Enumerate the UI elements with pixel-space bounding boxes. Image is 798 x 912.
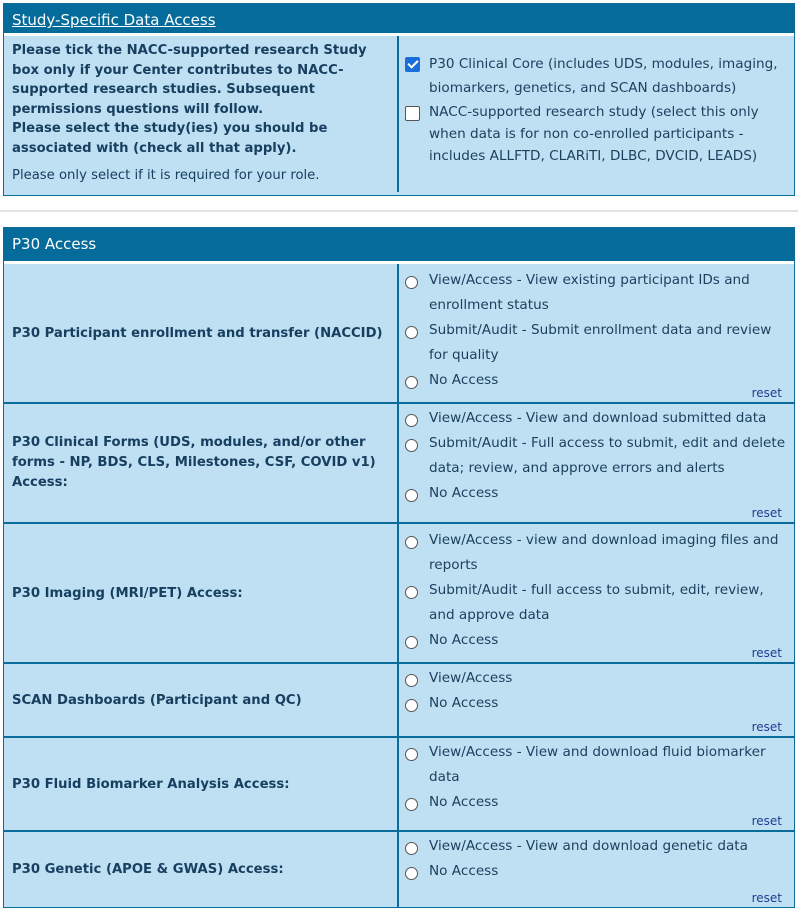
radio-button[interactable]	[405, 376, 418, 389]
row-label: P30 Participant enrollment and transfer (NACCID)	[4, 264, 399, 402]
study-access-panel	[3, 3, 795, 196]
row-options	[399, 404, 794, 522]
study-row	[4, 36, 794, 192]
option-no-access[interactable]	[405, 691, 788, 716]
option-no-access[interactable]	[405, 481, 788, 506]
radio-button[interactable]	[405, 276, 418, 289]
row-label: P30 Fluid Biomarker Analysis Access:	[4, 738, 399, 830]
radio-button[interactable]	[405, 748, 418, 761]
study-option-p30[interactable]	[405, 52, 788, 100]
option-label: View/Access - View and download fluid biomarker data	[429, 744, 766, 785]
option-view-access[interactable]	[405, 528, 788, 578]
row-label: P30 Clinical Forms (UDS, modules, and/or other forms - NP, BDS, CLS, Milestones, CSF, COVID v1) Access:	[4, 404, 399, 522]
option-label: View/Access - View and download submitted data	[429, 410, 767, 426]
option-label: No Access	[429, 794, 499, 810]
row-options	[399, 524, 794, 662]
access-row-genetic	[4, 832, 794, 907]
option-no-access[interactable]	[405, 859, 788, 884]
option-label: No Access	[429, 695, 499, 711]
option-view-access[interactable]	[405, 740, 788, 790]
option-label: View/Access	[429, 670, 513, 686]
option-label: No Access	[429, 372, 499, 388]
p30-access-panel	[3, 227, 795, 908]
row-options	[399, 664, 794, 736]
access-row-scan-dashboards	[4, 664, 794, 738]
nacc-research-study-checkbox[interactable]	[405, 106, 420, 121]
option-submit-audit[interactable]	[405, 318, 788, 368]
option-label: No Access	[429, 632, 499, 648]
option-label: No Access	[429, 485, 499, 501]
row-options	[399, 832, 794, 907]
option-view-access[interactable]	[405, 834, 788, 859]
study-option-label: P30 Clinical Core (includes UDS, modules, imaging, biomarkers, genetics, and SCAN dashboards)	[429, 56, 778, 96]
option-label: No Access	[429, 863, 499, 879]
p30-access-title: P30 Access	[4, 228, 794, 264]
option-no-access[interactable]	[405, 628, 788, 653]
row-options	[399, 738, 794, 830]
study-note: Please only select if it is required for your role.	[12, 168, 320, 183]
access-row-enrollment	[4, 264, 794, 404]
radio-button[interactable]	[405, 842, 418, 855]
option-label: Submit/Audit - Submit enrollment data and review for quality	[429, 322, 772, 363]
reset-link[interactable]: reset	[751, 646, 782, 660]
reset-link[interactable]: reset	[751, 386, 782, 400]
access-row-fluid-biomarker	[4, 738, 794, 832]
option-label: Submit/Audit - full access to submit, edit, review, and approve data	[429, 582, 764, 623]
option-label: View/Access - View and download genetic data	[429, 838, 748, 854]
reset-link[interactable]: reset	[751, 720, 782, 734]
radio-button[interactable]	[405, 586, 418, 599]
option-no-access[interactable]	[405, 368, 788, 393]
study-instructions-2: Please select the study(ies) you should be associated with (check all that apply).	[12, 121, 328, 156]
radio-button[interactable]	[405, 536, 418, 549]
study-instructions	[4, 36, 399, 192]
reset-link[interactable]: reset	[751, 814, 782, 828]
radio-button[interactable]	[405, 326, 418, 339]
study-option-label: NACC-supported research study (select this only when data is for non co-enrolled participants - includes ALLFTD, CLARiTI, DLBC, DVCID, LEADS)	[429, 104, 759, 164]
radio-button[interactable]	[405, 636, 418, 649]
section-divider	[0, 210, 798, 212]
option-label: View/Access - View existing participant IDs and enrollment status	[429, 272, 750, 313]
row-label: P30 Genetic (APOE & GWAS) Access:	[4, 832, 399, 907]
row-options	[399, 264, 794, 402]
row-label: P30 Imaging (MRI/PET) Access:	[4, 524, 399, 662]
radio-button[interactable]	[405, 414, 418, 427]
p30-clinical-core-checkbox[interactable]	[405, 57, 420, 72]
radio-button[interactable]	[405, 674, 418, 687]
reset-link[interactable]: reset	[751, 891, 782, 905]
study-instructions-1: Please tick the NACC-supported research Study box only if your Center contributes to NACC-supported research studies. Subsequent permissions questions will follow.	[12, 43, 367, 117]
study-options	[399, 36, 794, 192]
option-view-access[interactable]	[405, 666, 788, 691]
option-view-access[interactable]	[405, 406, 788, 431]
option-label: View/Access - view and download imaging files and reports	[429, 532, 779, 573]
radio-button[interactable]	[405, 699, 418, 712]
option-label: Submit/Audit - Full access to submit, edit and delete data; review, and approve errors and alerts	[429, 435, 786, 476]
study-access-title[interactable]: Study-Specific Data Access	[4, 4, 794, 36]
access-row-clinical-forms	[4, 404, 794, 524]
radio-button[interactable]	[405, 489, 418, 502]
reset-link[interactable]: reset	[751, 506, 782, 520]
option-submit-audit[interactable]	[405, 431, 788, 481]
row-label: SCAN Dashboards (Participant and QC)	[4, 664, 399, 736]
access-row-imaging	[4, 524, 794, 664]
option-submit-audit[interactable]	[405, 578, 788, 628]
option-view-access[interactable]	[405, 268, 788, 318]
radio-button[interactable]	[405, 439, 418, 452]
option-no-access[interactable]	[405, 790, 788, 815]
study-option-nacc[interactable]	[405, 101, 788, 167]
radio-button[interactable]	[405, 867, 418, 880]
radio-button[interactable]	[405, 798, 418, 811]
